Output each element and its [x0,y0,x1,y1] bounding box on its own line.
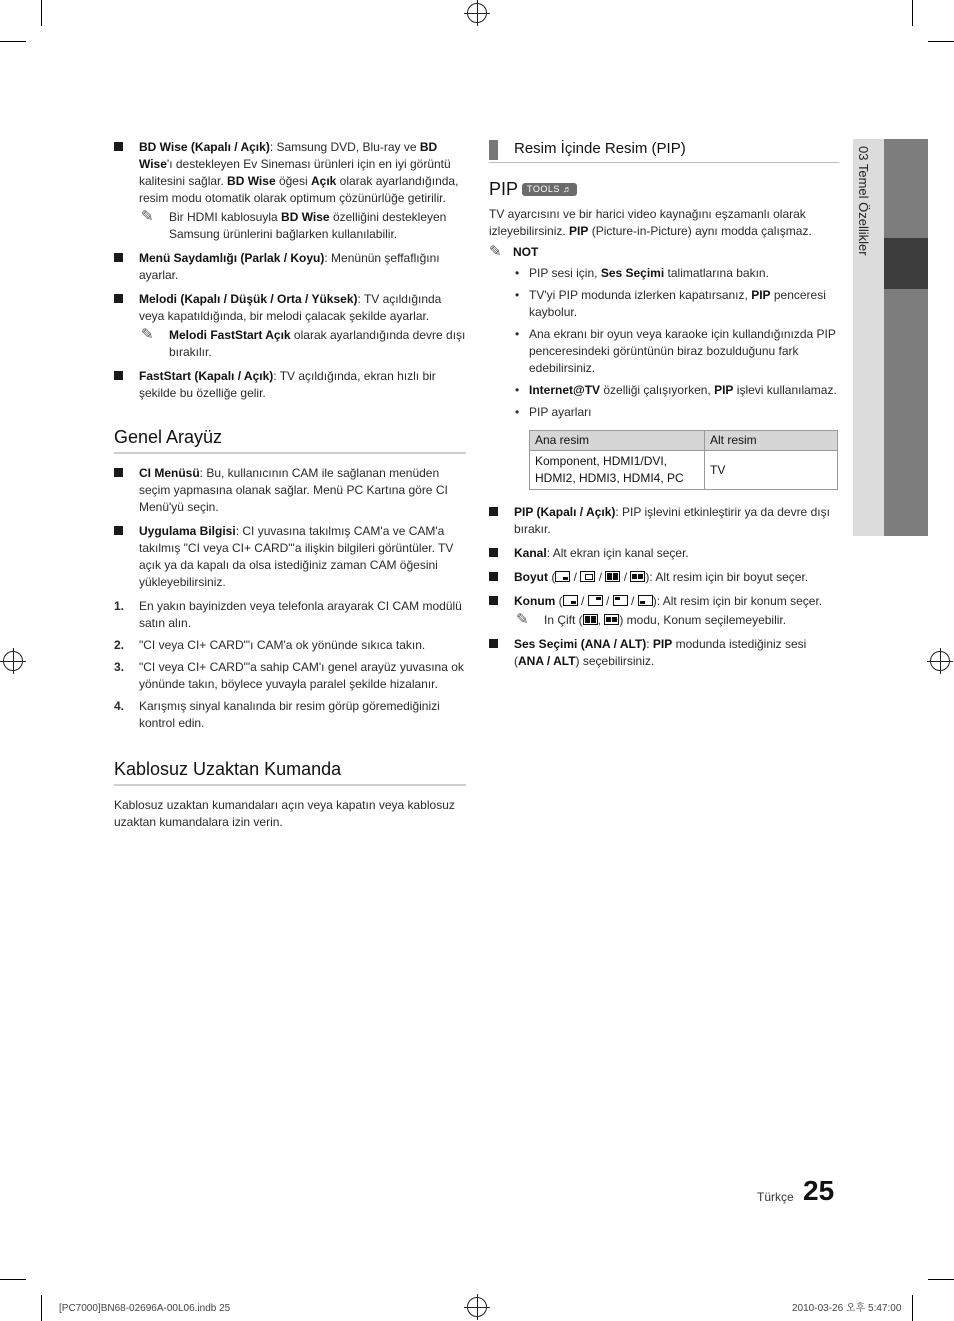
bullet-square-icon [489,548,498,557]
text: modunda istediğiniz sesi ( [514,637,807,668]
pip-double-icon [605,571,620,582]
list-item: Boyut ( / / / ): Alt resim için bir boyut seçer. [489,569,839,586]
bullet-square-icon [114,526,123,535]
text: En yakın bayinizden veya telefonla arayarak CI CAM modülü satın alın. [139,599,462,630]
bullet-square-icon [489,596,498,605]
crop-mark [41,1295,42,1321]
note: ✎ In Çift ( , ) modu, Konum seçilemeyebilir. [516,611,787,628]
text: : PIP işlevini etkinleştirir ya da devre dışı bırakır. [514,505,830,536]
list-item [114,139,466,243]
text: Karışmış sinyal kanalında bir resim görüp göremediğinizi kontrol edin. [139,699,440,730]
text: Komponent, HDMI1/DVI, [535,454,668,468]
list-item [489,265,839,282]
note-pencil-icon: ✎ [141,208,154,225]
bullet-dot-icon: • [515,266,520,280]
term: Ses Seçimi (ANA / ALT) [514,637,647,651]
text: : Menünün şeffaflığını ayarlar. [139,251,440,282]
section-heading: Kablosuz Uzaktan Kumanda [114,758,466,786]
crop-mark [912,1295,913,1321]
text: (Picture-in-Picture) aynı modda çalışmaz. [588,224,812,238]
table-header: Alt resim [705,431,838,451]
note [139,209,466,243]
heading-text: PIP [489,179,519,199]
heading-bar [489,140,498,160]
registration-mark-icon [467,1297,487,1317]
text: 'ı destekleyen Ev Sineması ürünleri için en iyi görüntü kalitesini sağlar. [139,157,451,188]
text: "CI veya CI+ CARD"'a sahip CAM'ı genel arayüz yuvasına ok yönünde takın, böylece yuvayla paralel şekilde hizalanır. [139,660,464,691]
list-item [114,368,466,402]
bullet-square-icon [114,253,123,262]
text: : Alt resim için bir konum seçer. [656,594,823,608]
step-number: 1. [114,599,125,613]
pip-size-small-icon [555,571,570,582]
note-pencil-icon: ✎ [489,243,502,260]
term: Internet@TV [529,383,601,397]
bullet-square-icon [114,294,123,303]
text: "CI veya CI+ CARD"'ı CAM'a ok yönünde sıkıca takın. [139,638,426,652]
text: işlevi kullanılamaz. [733,383,837,397]
section-heading [489,139,839,163]
list-item [489,382,839,399]
term: Melodi (Kapalı / Düşük / Orta / Yüksek) [139,292,358,306]
page-number: 25 [803,1175,835,1206]
step-number: 4. [114,699,125,713]
bullet-square-icon [114,371,123,380]
crop-mark [912,0,913,26]
term: Uygulama Bilgisi [139,524,236,538]
term: PIP [751,288,771,302]
term: BD Wise [227,174,276,188]
term: CI Menüsü [139,466,200,480]
term: FastStart (Kapalı / Açık) [139,369,274,383]
text: TV ayarcısını ve bir harici video kaynağını eşzamanlı olarak izleyebilirsiniz. [489,207,806,238]
text: In Çift ( [544,613,583,627]
list-item [489,404,839,421]
text: öğesi [275,174,311,188]
term: Boyut [514,570,548,584]
pip-double-icon [583,614,598,625]
print-slug: [PC7000]BN68-02696A-00L06.indb 25 [59,1303,231,1314]
text: : [646,637,653,651]
term: Kanal [514,546,547,560]
chapter-label: 03 Temel Özellikler [856,146,871,256]
list-item: Konum ( / / / ): Alt resim için bir konum seçer. ✎ In Çift ( , ) modu, Konum seçilemeyebilir. [489,593,839,629]
term: PIP [652,637,673,651]
crop-mark [0,41,26,42]
tools-label: TOOLS [527,184,560,194]
list-item [114,250,466,284]
pip-position-bottom-left-icon [638,595,653,606]
note [139,327,466,361]
term: Ses Seçimi [600,266,665,280]
table-cell: TV [705,451,838,490]
term: BD Wise [281,210,330,224]
note-label [489,244,839,261]
text: PIP ayarları [529,405,592,419]
term: Melodi FastStart Açık [169,328,291,342]
paragraph [489,206,839,240]
bullet-dot-icon: • [515,288,520,302]
pip-position-bottom-right-icon [563,595,578,606]
term: Açık [310,174,337,188]
print-timestamp: 2010-03-26 오후 5:47:00 [792,1303,902,1314]
crop-mark [0,1279,26,1280]
pip-position-top-right-icon [588,595,603,606]
bullet-dot-icon: • [515,405,520,419]
term: ANA / ALT [518,654,576,668]
text: : Alt resim için bir boyut seçer. [649,570,809,584]
term: BD Wise [139,140,438,171]
bullet-dot-icon: • [515,327,520,341]
bullet-square-icon [489,507,498,516]
crop-mark [41,0,42,26]
chapter-tab-marker [884,238,928,289]
section-heading: Genel Arayüz [114,426,466,454]
list-item [114,465,466,516]
numbered-item [114,637,466,654]
note-pencil-icon: ✎ [141,326,154,343]
heading-text: Resim İçinde Resim (PIP) [514,140,686,157]
table-row [530,451,838,490]
text: : TV açıldığında veya kapatıldığında, bir melodi çalacak şekilde ayarlar. [139,292,442,323]
list-item [489,287,839,321]
list-item [114,523,466,591]
text: PIP sesi için, [529,266,601,280]
text: : Samsung DVD, Blu-ray ve [269,140,420,154]
registration-mark-icon [930,651,950,671]
text: HDMI2, HDMI3, HDMI4, PC [535,471,684,485]
term: PIP [569,224,589,238]
paragraph: Kablosuz uzaktan kumandaları açın veya kapatın veya kablosuz uzaktan kumandalara izin verin. [114,798,455,829]
list-item [489,636,839,670]
text: özelliği çalışıyorken, [600,383,715,397]
registration-mark-icon [3,651,23,671]
list-item [489,326,839,377]
bullet-square-icon [114,142,123,151]
table-header-row [530,431,838,451]
bullet-square-icon [489,639,498,648]
right-column [489,139,839,677]
text: penceresi kaybolur. [529,288,826,319]
term: PIP [714,383,734,397]
list-item [489,504,839,538]
term: BD Wise (Kapalı / Açık) [139,140,270,154]
bullet-dot-icon: • [515,383,520,397]
numbered-item [114,698,466,732]
tools-badge [522,183,577,196]
registration-mark-icon [467,3,487,23]
text: talimatlarına bakın. [664,266,769,280]
text: Ana ekranı bir oyun veya karaoke için kullandığınızda PIP penceresindeki görüntünün biraz bozulduğunu fark edebilirsiniz. [529,327,836,375]
step-number: 3. [114,660,125,674]
list-item [114,291,466,361]
text: olarak ayarlandığında, resim modu otomatik olarak optimum çözünürlüğe getirilir. [139,174,459,205]
numbered-item [114,598,466,632]
pip-settings-table [529,430,838,490]
bullet-square-icon [489,572,498,581]
table-header: Ana resim [530,431,705,451]
text: olarak ayarlandığında devre dışı bırakılır. [169,328,466,359]
pip-size-large-icon [580,571,595,582]
table-cell [530,451,705,490]
bullet-square-icon [114,468,123,477]
text: : Alt ekran için kanal seçer. [546,546,689,560]
note-pencil-icon: ✎ [516,611,529,628]
text: : CI yuvasına takılmış CAM'a ve CAM'a takılmış "CI veya CI+ CARD"'a ilişkin bilgileri görüntüler. TV açık ya da kapalı da olsa istediğiniz zaman CAM öğesini yükleyebilirsiniz. [139,524,454,589]
list-item [489,545,839,562]
text: : TV açıldığında, ekran hızlı bir şekilde bu özelliğe gelir. [139,369,436,400]
term: Konum [514,594,556,608]
term: PIP (Kapalı / Açık) [514,505,616,519]
text: ) seçebilirsiniz. [575,654,655,668]
step-number: 2. [114,638,125,652]
crop-mark [928,41,954,42]
text: TV'yi PIP modunda izlerken kapatırsanız, [529,288,752,302]
text: Bir HDMI kablosuyla [169,210,282,224]
pip-double-alt-icon [630,571,645,582]
text: özelliğini destekleyen Samsung ürünlerini bağlarken kullanılabilir. [169,210,447,241]
crop-mark [928,1279,954,1280]
text: ) modu, Konum seçilemeyebilir. [619,613,787,627]
term: NOT [513,245,539,259]
tools-icon: ♬ [562,184,573,194]
chapter-tab-dark [884,139,928,536]
text: : Bu, kullanıcının CAM ile sağlanan menüden seçim yapmasına olanak sağlar. Menü PC Kartına göre CI Menü'yü seçin. [139,466,448,514]
numbered-item [114,659,466,693]
subsection-heading [489,177,839,201]
pip-double-alt-icon [604,614,619,625]
term: Menü Saydamlığı (Parlak / Koyu) [139,251,325,265]
pip-position-top-left-icon [613,595,628,606]
footer-language: Türkçe [757,1190,794,1204]
left-column [114,139,466,831]
